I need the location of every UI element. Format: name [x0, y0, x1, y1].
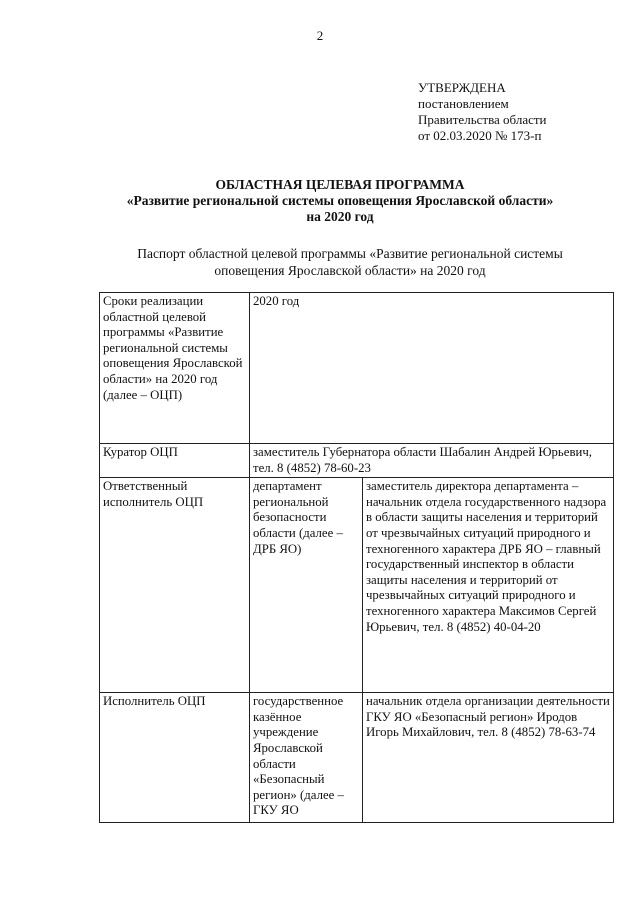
program-title-line-3: на 2020 год [306, 209, 374, 224]
row-label-timeline: Сроки реализации областной целевой программы «Развитие региональной системы оповещения Ярославской области» на 2020 год (далее – ОЦП) [100, 293, 250, 444]
program-title [40, 177, 640, 225]
page-number: 2 [316, 28, 324, 43]
approval-line-4: от 02.03.2020 № 173-п [418, 128, 542, 143]
table-row [100, 478, 614, 693]
approval-line-1: УТВЕРЖДЕНА [418, 80, 506, 95]
approval-line-3: Правительства области [418, 112, 547, 127]
table-row [100, 444, 614, 478]
program-title-line-1: ОБЛАСТНАЯ ЦЕЛЕВАЯ ПРОГРАММА [215, 177, 465, 192]
row-org-executor: государственное казённое учреждение Ярославской области «Безопасный регион» (далее – ГКУ ЯО [250, 693, 363, 823]
row-contact-executor: начальник отдела организации деятельности ГКУ ЯО «Безопасный регион» Иродов Игорь Михайлович, тел. 8 (4852) 78-63-74 [363, 693, 614, 823]
passport-title-line-2: оповещения Ярославской области» на 2020 год [214, 263, 486, 278]
row-contact-responsible: заместитель директора департамента – начальник отдела государственного надзора в области защиты населения и территорий от чрезвычайных ситуаций природного и техногенного характера ДРБ ЯО – главный государственный инспектор в области защиты населения и территорий от чрезвычайных ситуаций природного и техногенного характера Максимов Сергей Юрьевич, тел. 8 (4852) 40-04-20 [363, 478, 614, 693]
row-label-responsible: Ответственный исполнитель ОЦП [100, 478, 250, 693]
row-label-executor: Исполнитель ОЦП [100, 693, 250, 823]
passport-title-line-1: Паспорт областной целевой программы «Развитие региональной системы [137, 246, 563, 261]
program-title-line-2: «Развитие региональной системы оповещения Ярославской области» [126, 193, 554, 208]
row-value-timeline: 2020 год [250, 293, 614, 444]
table-row [100, 693, 614, 823]
row-org-responsible: департамент региональной безопасности области (далее – ДРБ ЯО) [250, 478, 363, 693]
approval-stamp [418, 80, 547, 144]
passport-table [99, 292, 614, 823]
table-row [100, 293, 614, 444]
row-label-curator: Куратор ОЦП [100, 444, 250, 478]
approval-line-2: постановлением [418, 96, 509, 111]
row-value-curator: заместитель Губернатора области Шабалин Андрей Юрьевич, тел. 8 (4852) 78-60-23 [250, 444, 614, 478]
passport-title [60, 245, 640, 279]
